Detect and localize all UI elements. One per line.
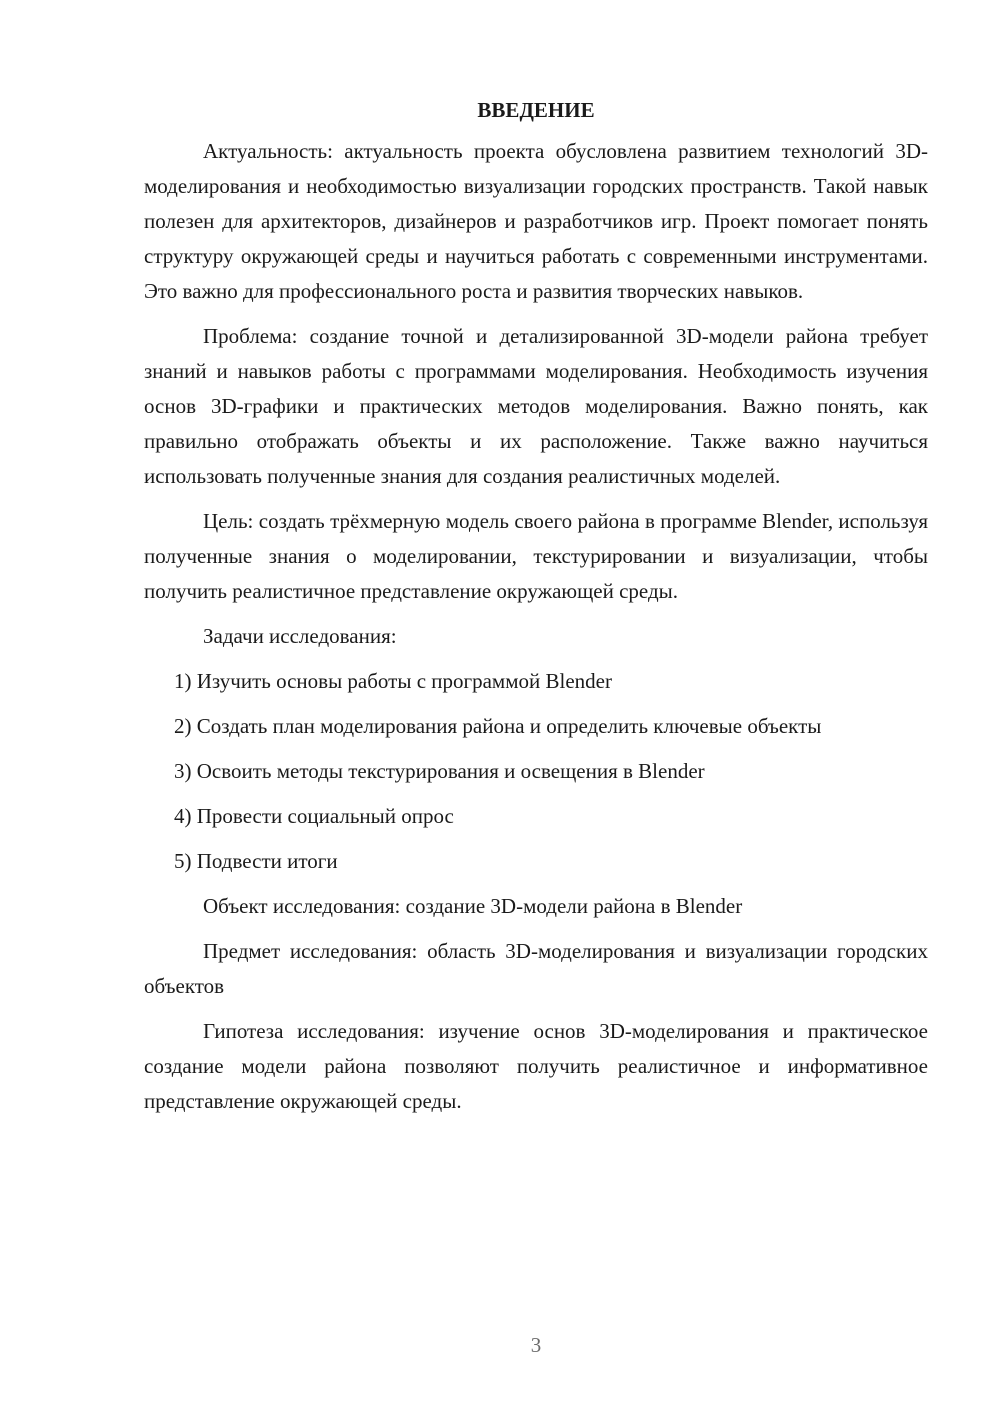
task-item-5: 5) Подвести итоги — [174, 849, 338, 873]
paragraph-problem: Проблема: создание точной и детализированной 3D-модели района требует знаний и навыков работы с программами моделирования. Необходимость изучения основ 3D-графики и практических методов моделирования. Важно понять, как правильно отображать объекты и их расположение. Также важно научиться использовать полученные знания для создания реалистичных моделей. — [144, 324, 928, 488]
task-item-1: 1) Изучить основы работы с программой Blender — [174, 669, 612, 693]
research-hypothesis: Гипотеза исследования: изучение основ 3D-моделирования и практическое создание модели района позволяют получить реалистичное и информативное представление окружающей среды. — [144, 1019, 928, 1113]
tasks-heading: Задачи исследования: — [203, 624, 397, 648]
page-content — [144, 94, 928, 1129]
section-title: ВВЕДЕНИЕ — [477, 98, 595, 122]
task-item-2: 2) Создать план моделирования района и определить ключевые объекты — [174, 714, 822, 738]
research-subject: Предмет исследования: область 3D-моделирования и визуализации городских объектов — [144, 939, 928, 998]
page-number: 3 — [530, 1333, 542, 1357]
research-object: Объект исследования: создание 3D-модели района в Blender — [203, 894, 743, 918]
task-item-4: 4) Провести социальный опрос — [174, 804, 454, 828]
task-item-3: 3) Освоить методы текстурирования и освещения в Blender — [174, 759, 705, 783]
paragraph-relevance: Актуальность: актуальность проекта обусловлена развитием технологий 3D-моделирования и необходимостью визуализации городских пространств. Такой навык полезен для архитекторов, дизайнеров и разработчиков игр. Проект помогает понять структуру окружающей среды и научиться работать с современными инструментами. Это важно для профессионального роста и развития творческих навыков. — [144, 139, 928, 303]
paragraph-goal: Цель: создать трёхмерную модель своего района в программе Blender, используя полученные знания о моделировании, текстурировании и визуализации, чтобы получить реалистичное представление окружающей среды. — [144, 509, 928, 603]
